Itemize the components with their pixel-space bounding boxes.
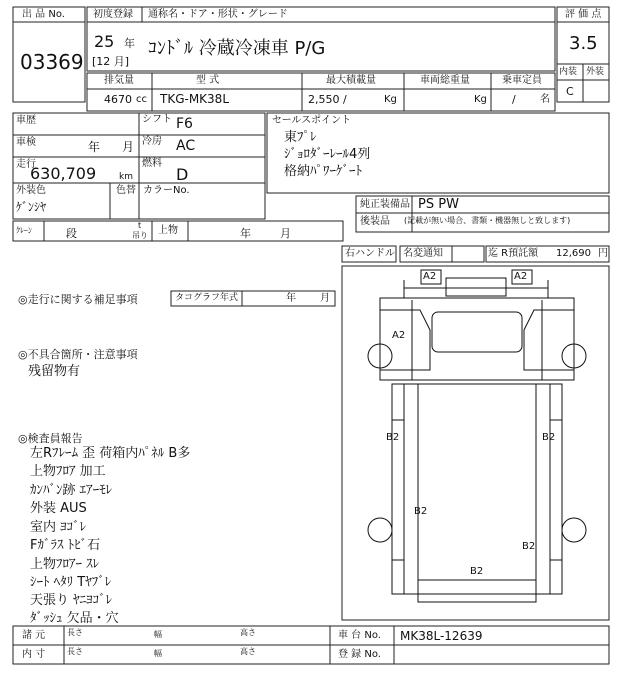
length-label-2: 長さ (67, 647, 83, 656)
month-value: [12 月] (92, 55, 130, 68)
genuine-value: PS PW (418, 197, 459, 212)
fuel-value: D (176, 165, 189, 184)
lot-no-label: 出 品 No. (22, 9, 65, 20)
aftermarket-note: (記載が無い場合、書類・機器無しと致します) (404, 216, 571, 225)
inspector-line: 室内 ﾖｺﾞﾚ (30, 520, 87, 535)
car-name: ｺﾝﾄﾞﾙ 冷蔵冷凍車 P/G (148, 38, 326, 59)
crane-stage: 段 (66, 227, 77, 240)
exterior-label: 外装 (586, 67, 605, 77)
damage-mark: B2 (542, 432, 556, 443)
inspection-year: 年 (88, 140, 101, 154)
inspector-line: 外装 AUS (30, 501, 87, 516)
chassis-value: MK38L-12639 (400, 629, 483, 643)
cc-unit: cc (136, 94, 147, 105)
crane-ton: t (138, 221, 142, 230)
inspector-line: 上物ﾌﾛｱｰ ｽﾚ (30, 557, 100, 572)
interior-label: 内装 (559, 67, 578, 77)
gross-weight-label: 車両総重量 (420, 75, 470, 86)
inspector-line: ｼｰﾄ ﾍﾀﾘ Tﾔﾌﾞﾚ (30, 575, 112, 590)
mileage-value: 630,709 (30, 164, 97, 183)
interior-grade: C (566, 85, 574, 98)
yen-unit: 円 (598, 248, 608, 259)
length-label: 長さ (67, 628, 83, 637)
sales-point-line: 格納ﾊﾟﾜｰｹﾞｰﾄ (284, 164, 363, 179)
genuine-label: 純正装備品 (360, 199, 410, 210)
first-reg-label: 初度登録 (93, 9, 133, 20)
score-value: 3.5 (569, 33, 598, 54)
dims-label: 諸 元 (22, 630, 46, 641)
width-label: 幅 (154, 630, 162, 639)
capacity-unit: 名 (540, 94, 550, 105)
inspector-line: 左Rﾌﾚｰﾑ 歪 荷箱内ﾊﾟﾈﾙ B多 (30, 446, 191, 461)
kg-unit-2: Kg (474, 94, 487, 105)
max-load-value: 2,550 / (308, 93, 347, 106)
color-change-label: 色替 (116, 185, 136, 196)
inspector-label: ◎検査員報告 (18, 432, 83, 445)
mileage-label: 走行 (16, 159, 36, 170)
inspector-line: ﾀﾞｯｼｭ 欠品・穴 (30, 611, 119, 626)
displacement-label: 排気量 (104, 75, 134, 86)
capacity-value: / (512, 93, 516, 106)
damage-mark: B2 (386, 432, 400, 443)
sales-points-label: セールスポイント (272, 115, 352, 126)
capacity-label: 乗車定員 (502, 75, 542, 86)
year-value: 25 (94, 32, 115, 51)
inspection-month: 月 (122, 140, 135, 154)
sales-point-line: ｼﾞｮﾛﾀﾞｰﾚｰﾙ4列 (284, 147, 371, 162)
mount-label: 上物 (158, 225, 178, 236)
inspection-label: 車検 (16, 137, 36, 148)
tacho-label: タコグラフ年式 (175, 293, 239, 303)
ac-value: AC (176, 138, 196, 154)
km-unit: km (119, 172, 133, 182)
name-label: 通称名・ドア・形状・グレード (148, 9, 288, 20)
damage-mark: B2 (470, 566, 484, 577)
aftermarket-label: 後装品 (360, 216, 390, 227)
tacho-year: 年 (286, 293, 296, 304)
exterior-color-value: ｹﾞﾝｼﾔ (16, 200, 47, 214)
damage-mark: A2 (514, 271, 528, 282)
ac-label: 冷房 (142, 136, 162, 147)
defect-line: 残留物有 (28, 364, 81, 379)
driving-remarks-label: ◎走行に関する補足事項 (18, 293, 138, 306)
height-label: 高さ (240, 628, 256, 637)
max-load-label: 最大積載量 (326, 75, 376, 86)
inspector-line: ｶﾝﾊﾞﾝ跡 ｴｱｰﾓﾚ (30, 483, 113, 498)
kg-unit-1: Kg (384, 94, 397, 105)
fuel-label: 燃料 (142, 158, 162, 169)
tacho-month: 月 (320, 293, 330, 304)
handle-label: 右ハンドル (345, 248, 395, 259)
history-label: 車歴 (16, 115, 36, 126)
inspector-line: 天張り ﾔﾆﾖｺﾞﾚ (30, 593, 113, 608)
damage-mark: A2 (392, 330, 406, 341)
reg-no-label: 登 録 No. (338, 649, 381, 660)
crane-lift: 吊り (132, 231, 148, 240)
deposit-label: 迄 R預託額 (488, 248, 539, 259)
crane-label: ｸﾚｰﾝ (16, 226, 32, 235)
shift-label: シフト (142, 114, 172, 125)
name-change-label: 名変通知 (403, 248, 443, 259)
mount-year: 年 (240, 227, 251, 240)
color-no-label: カラーNo. (143, 185, 190, 196)
mount-month: 月 (280, 227, 291, 240)
model-value: TKG-MK38L (160, 92, 230, 106)
damage-mark: B2 (414, 506, 428, 517)
inspector-line: 上物ﾌﾛｱ 加工 (30, 464, 106, 479)
defects-label: ◎不具合箇所・注意事項 (18, 348, 138, 361)
height-label-2: 高さ (240, 647, 256, 656)
exterior-color-label: 外装色 (16, 185, 46, 196)
damage-mark: B2 (522, 541, 536, 552)
deposit-value: 12,690 (556, 248, 591, 259)
inspector-line: Fｶﾞﾗｽ ﾄﾋﾞ石 (30, 538, 101, 553)
year-unit: 年 (124, 37, 135, 50)
chassis-label: 車 台 No. (338, 630, 381, 641)
eval-label: 評 価 点 (565, 9, 602, 20)
width-label-2: 幅 (154, 649, 162, 658)
sales-point-line: 東ﾌﾟﾚ (284, 130, 317, 145)
model-label: 型 式 (196, 75, 220, 86)
lot-no-value: 03369 (20, 50, 84, 74)
interior-dims-label: 内 寸 (22, 649, 46, 660)
shift-value: F6 (176, 116, 193, 132)
displacement-value: 4670 (104, 93, 132, 106)
damage-mark: A2 (423, 271, 437, 282)
